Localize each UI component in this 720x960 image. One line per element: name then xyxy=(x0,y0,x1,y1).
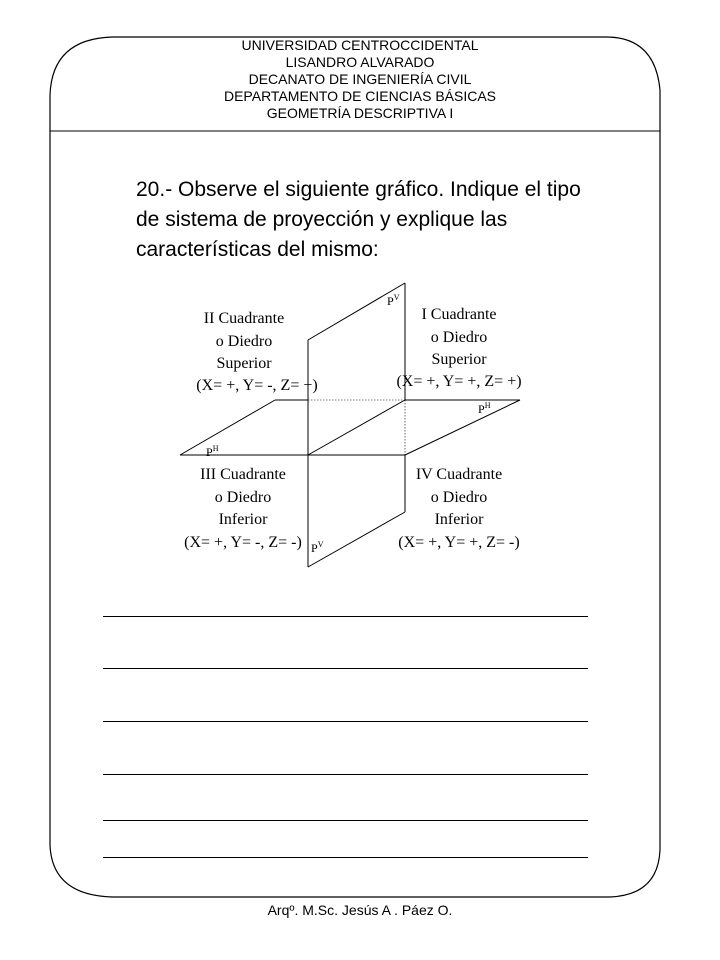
answer-line xyxy=(103,820,588,821)
quadrant-i-line2: o Diedro xyxy=(430,329,488,346)
ph-label-left: $P^H$ xyxy=(206,444,219,459)
horizontal-plane-left-edge xyxy=(180,400,275,455)
answer-line xyxy=(103,721,588,722)
quadrant-ii-label xyxy=(196,310,317,394)
question-text: 20.- Observe el siguiente gráfico. Indique el tipo de sistema de proyección y explique las características del mismo: xyxy=(136,178,581,261)
quadrant-ii-name: II Cuadrante xyxy=(203,310,285,327)
header-department: DEPARTAMENTO DE CIENCIAS BÁSICAS xyxy=(223,88,497,104)
header-deanery: DECANATO DE INGENIERÍA CIVIL xyxy=(248,71,472,87)
quadrant-i-coords: (X= +, Y= +, Z= +) xyxy=(396,373,522,390)
quadrant-i-label xyxy=(396,306,521,390)
quadrant-iv-line2: o Diedro xyxy=(430,489,488,506)
quadrant-ii-line2: o Diedro xyxy=(215,333,273,350)
vertical-plane-top-edge xyxy=(308,283,405,340)
quadrant-iii-label xyxy=(184,466,302,551)
quadrant-iii-line3: Inferior xyxy=(218,511,268,528)
answer-line xyxy=(103,857,588,858)
horizontal-plane-right-edge xyxy=(405,400,520,455)
footer-author: Arqº. M.Sc. Jesús A . Páez O. xyxy=(267,902,453,918)
quadrant-i-line3: Superior xyxy=(431,351,487,368)
quadrant-iii-coords: (X= +, Y= -, Z= -) xyxy=(184,534,302,551)
header-university: UNIVERSIDAD CENTROCCIDENTAL xyxy=(241,37,479,53)
horizontal-plane xyxy=(180,400,520,455)
answer-line xyxy=(103,668,588,669)
quadrant-iv-label xyxy=(398,466,519,551)
quadrant-iv-name: IV Cuadrante xyxy=(415,466,503,483)
pv-label-bottom: $P^V$ xyxy=(311,540,324,555)
quadrant-iii-line2: o Diedro xyxy=(214,489,272,506)
ground-line xyxy=(308,400,405,455)
ph-label-right: $P^H$ xyxy=(478,401,491,416)
quadrant-i-name: I Cuadrante xyxy=(421,306,497,323)
quadrant-iii-name: III Cuadrante xyxy=(200,466,286,483)
header-university-name: LISANDRO ALVARADO xyxy=(285,54,435,70)
pv-label-top: $P^V$ xyxy=(387,293,400,308)
quadrant-iv-coords: (X= +, Y= +, Z= -) xyxy=(398,534,520,551)
answer-line xyxy=(103,616,588,617)
answer-line xyxy=(103,774,588,775)
quadrant-ii-coords: (X= +, Y= -, Z= +) xyxy=(196,377,318,394)
quadrant-ii-line3: Superior xyxy=(216,355,272,372)
quadrant-iv-line3: Inferior xyxy=(434,511,484,528)
header-course: GEOMETRÍA DESCRIPTIVA I xyxy=(266,105,454,121)
